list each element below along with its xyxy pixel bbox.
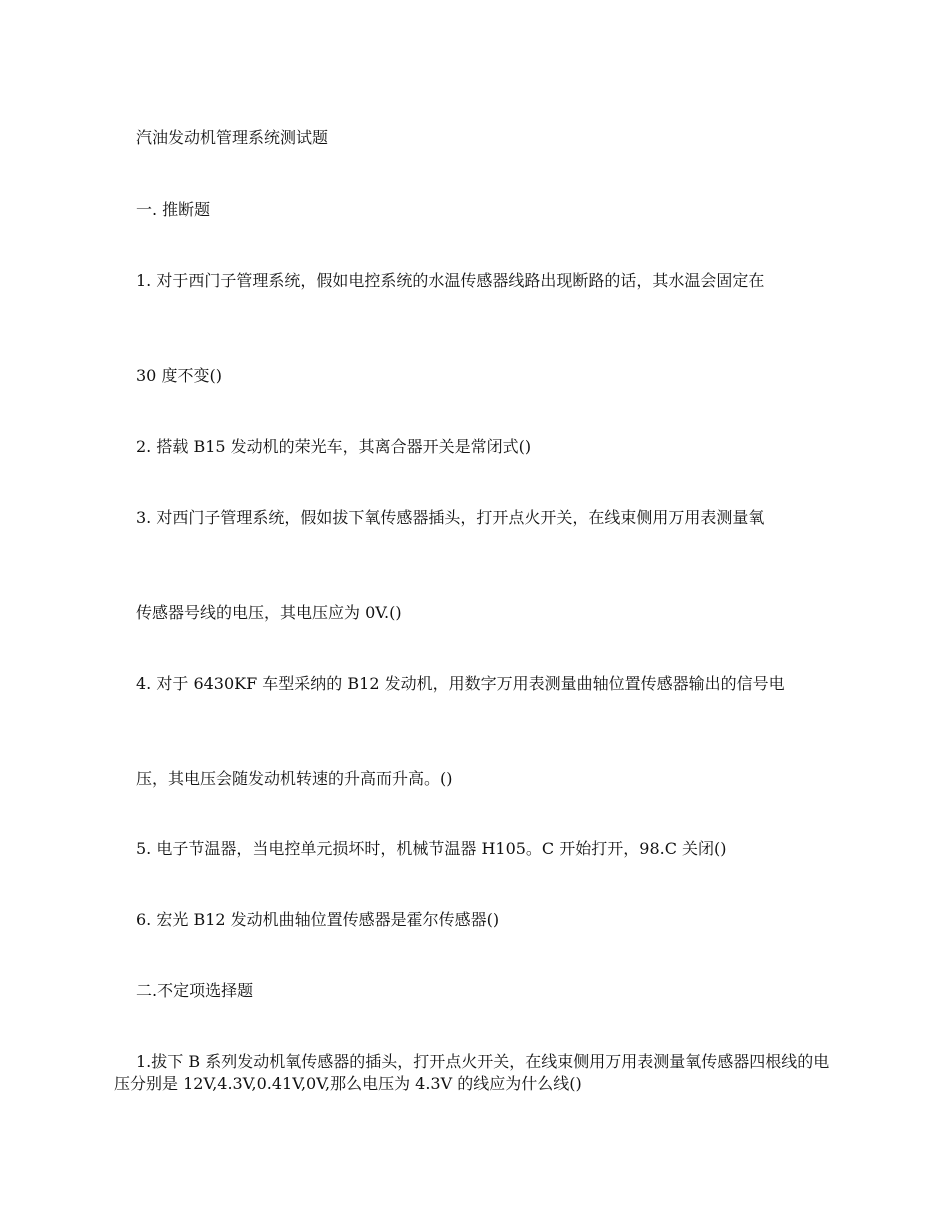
question-1-6: 6. 宏光 B12 发动机曲轴位置传感器是霍尔传感器() xyxy=(136,910,500,929)
question-2-1: 1.拔下 B 系列发动机氧传感器的插头，打开点火开关，在线束侧用万用表测量氧传感器四根线的电压分别是 12V,4.3V,0.41V,0V,那么电压为 4.3V 的线应为什么线() xyxy=(114,1052,830,1093)
question-1-5: 5. 电子节温器，当电控单元损坏时，机械节温器 H105。C 开始打开，98.C 关闭() xyxy=(136,839,727,858)
section-heading-judgment: 一. 推断题 xyxy=(136,200,211,219)
question-1-3-continued: 传感器号线的电压，其电压应为 0V.() xyxy=(136,603,402,622)
document-title: 汽油发动机管理系统测试题 xyxy=(136,128,329,147)
question-1-1-continued: 30 度不变() xyxy=(136,366,222,385)
question-1-2: 2. 搭载 B15 发动机的荣光车，其离合器开关是常闭式() xyxy=(136,437,532,456)
question-1-4-continued: 压，其电压会随发动机转速的升高而升高。() xyxy=(136,769,453,788)
question-1-3: 3. 对西门子管理系统，假如拔下氧传感器插头，打开点火开关，在线束侧用万用表测量氧 xyxy=(136,508,765,527)
question-1-1: 1. 对于西门子管理系统，假如电控系统的水温传感器线路出现断路的话，其水温会固定在 xyxy=(136,271,765,290)
question-1-4: 4. 对于 6430KF 车型采纳的 B12 发动机，用数字万用表测量曲轴位置传感器输出的信号电 xyxy=(136,674,785,693)
section-heading-choice: 二.不定项选择题 xyxy=(136,981,254,1000)
